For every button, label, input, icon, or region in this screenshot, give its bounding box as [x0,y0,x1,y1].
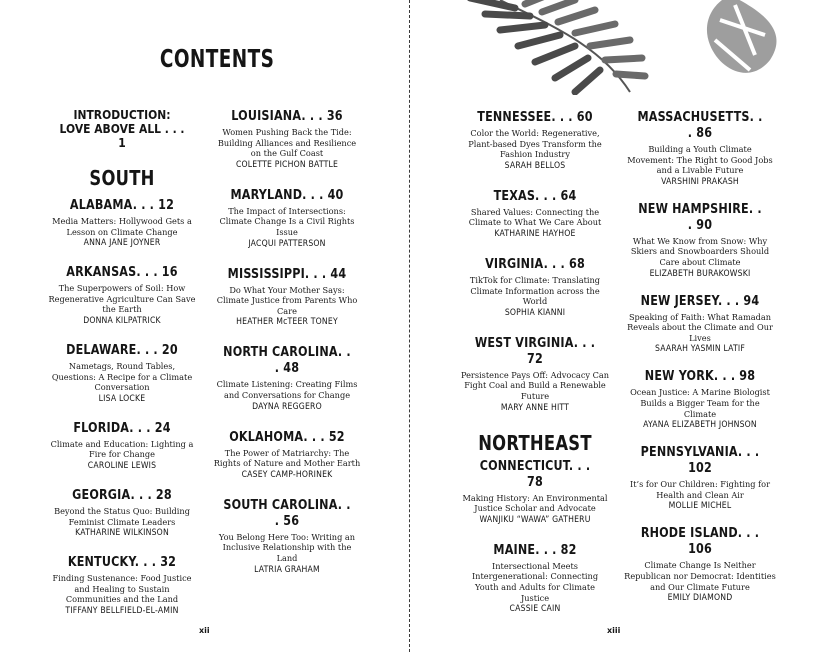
chapter-author: LATRIA GRAHAM [254,564,320,575]
toc-entry[interactable] [48,421,196,472]
chapter-title: Shared Values: Connecting the Climate to What We Care About [468,206,602,228]
toc-entry[interactable] [212,345,362,412]
chapter-title: What We Know from Snow: Why Skiers and Snowboarders Should Care about Climate [630,235,770,267]
state-heading: NEW JERSEY. . . 94 [640,293,760,309]
chapter-author: SOPHIA KIANNI [504,307,566,318]
state-heading: FLORIDA. . . 24 [73,420,171,436]
state-heading: KENTUCKY. . . 32 [67,555,177,571]
chapter-title: It’s for Our Children: Fighting for Health and Clean Air [629,479,771,500]
toc-entry[interactable] [460,336,610,414]
page-number-left: xii [199,626,210,635]
state-heading: DELAWARE. . . 20 [66,342,178,358]
toc-entry[interactable] [48,488,196,539]
toc-entry[interactable] [460,459,610,526]
chapter-title: Finding Sustenance: Food Justice and Healing to Sustain Communities and the Land [52,573,192,605]
chapter-author: SAARAH YASMIN LATIF [654,344,746,355]
toc-entry[interactable] [460,189,610,240]
chapter-author: MOLLIE MICHEL [668,501,732,512]
chapter-author: WANJIKU “WAWA” GATHERU [479,514,591,525]
chapter-title: The Superpowers of Soil: How Regenerative Agriculture Can Save the Earth [48,283,196,315]
toc-entry[interactable] [48,555,196,617]
state-heading: NEW YORK. . . 98 [644,369,756,385]
chapter-title: Speaking of Faith: What Ramadan Reveals about the Climate and Our Lives [627,311,773,343]
chapter-author: COLETTE PICHON BATTLE [235,159,339,170]
state-heading: GEORGIA. . . 28 [72,487,172,503]
state-heading: ARKANSAS. . . 16 [66,265,178,281]
introduction-label: INTRODUCTION: [73,107,171,122]
chapter-author: HEATHER McTEER TONEY [236,317,338,328]
state-heading: PENNSYLVANIA. . . 102 [640,445,760,477]
toc-entry[interactable] [624,202,776,280]
toc-entry[interactable] [212,267,362,329]
toc-entry[interactable] [48,198,196,249]
chapter-author: SARAH BELLOS [504,160,566,171]
toc-column-4 [624,110,776,618]
chapter-title: Ocean Justice: A Marine Biologist Builds a Bigger Team for the Climate [630,387,770,419]
state-heading: NORTH CAROLINA. . . 48 [223,345,351,377]
chapter-author: EMILY DIAMOND [667,593,733,604]
toc-entry[interactable] [212,109,362,171]
state-heading: CONNECTICUT. . . 78 [479,458,591,490]
chapter-author: VARSHINI PRAKASH [661,176,739,187]
toc-entry[interactable] [460,543,610,615]
chapter-author: JACQUI PATTERSON [248,238,326,249]
state-heading: MASSACHUSETTS. . . 86 [637,110,763,141]
chapter-author: CAROLINE LEWIS [87,460,157,471]
state-heading: NEW HAMPSHIRE. . . 90 [638,201,762,233]
chapter-author: MARY ANNE HITT [500,402,570,413]
chapter-title: Persistence Pays Off: Advocacy Can Fight Coal and Build a Renewable Future [460,369,610,401]
chapter-title: Women Pushing Back the Tide: Building Alliances and Resilience on the Gulf Coast [217,127,357,159]
toc-entry[interactable] [460,110,610,172]
chapter-author: LISA LOCKE [98,393,146,404]
state-heading: TEXAS. . . 64 [493,188,577,204]
toc-entry[interactable] [48,265,196,327]
page-fold-divider [409,0,410,652]
toc-entry[interactable] [624,445,776,512]
state-heading: ALABAMA. . . 12 [69,198,175,213]
chapter-title: Climate and Education: Lighting a Fire for Change [50,438,194,460]
state-heading: MISSISSIPPI. . . 44 [227,266,347,282]
state-heading: RHODE ISLAND. . . 106 [640,526,760,558]
toc-column-2 [212,109,362,593]
chapter-author: ANNA JANE JOYNER [83,238,161,249]
state-heading: MAINE. . . 82 [493,542,577,558]
toc-entry[interactable] [48,343,196,405]
toc-entry[interactable] [212,498,362,576]
toc-entry[interactable] [624,369,776,431]
chapter-title: The Impact of Intersections: Climate Change Is a Civil Rights Issue [219,205,355,237]
chapter-title: TikTok for Climate: Translating Climate Information across the World [469,274,601,307]
chapter-title: Climate Change Is Neither Republican nor Democrat: Identities and Our Climate Future [624,560,776,592]
toc-entry[interactable] [624,526,776,604]
chapter-title: Nametags, Round Tables, Questions: A Recipe for a Climate Conversation [51,360,193,393]
chapter-title: The Power of Matriarchy: The Rights of Nature and Mother Earth [213,447,361,469]
contents-title: CONTENTS [159,44,275,73]
state-heading: VIRGINIA. . . 68 [485,256,585,272]
chapter-title: Beyond the Status Quo: Building Feminist Climate Leaders [54,505,190,527]
toc-entry[interactable] [212,188,362,250]
palm-leaf-illustration [430,0,818,95]
chapter-author: CASEY CAMP-HORINEK [241,469,333,480]
chapter-title: Making History: An Environmental Justice Scholar and Advocate [462,492,608,514]
page-number-right: xiii [607,626,621,635]
toc-entry[interactable] [624,294,776,356]
chapter-title: Climate Listening: Creating Films and Conversations for Change [216,379,358,400]
toc-column-3 [460,110,610,632]
introduction-page: LOVE ABOVE ALL . . . 1 [59,121,185,150]
state-heading: MARYLAND. . . 40 [230,187,344,203]
toc-column-1 [48,108,196,633]
chapter-author: DAYNA REGGERO [252,401,322,412]
fern-frond-icon [470,0,645,92]
chapter-author: AYANA ELIZABETH JOHNSON [643,420,757,431]
state-heading: SOUTH CAROLINA. . . 56 [223,497,351,529]
monstera-leaf-icon [707,0,777,73]
toc-entry[interactable] [212,430,362,481]
chapter-title: Media Matters: Hollywood Gets a Lesson on Climate Change [52,216,192,237]
chapter-author: ELIZABETH BURAKOWSKI [649,268,751,279]
toc-entry[interactable] [624,110,776,188]
chapter-title: You Belong Here Too: Writing an Inclusive Relationship with the Land [218,531,356,563]
state-heading: WEST VIRGINIA. . . 72 [474,335,596,367]
state-heading: LOUISIANA. . . 36 [231,109,343,124]
state-heading: OKLAHOMA. . . 52 [229,429,345,445]
chapter-author: KATHARINE WILKINSON [75,528,169,539]
chapter-author: KATHARINE HAYHOE [494,228,576,239]
introduction-entry[interactable] [58,108,185,150]
chapter-author: CASSIE CAIN [509,604,561,615]
chapter-title: Building a Youth Climate Movement: The Right to Good Jobs and a Livable Future [627,144,773,176]
chapter-author: DONNA KILPATRICK [83,315,161,326]
region-heading-northeast: NORTHEAST [478,430,592,455]
chapter-title: Intersectional Meets Intergenerational: Connecting Youth and Adults for Climate Justice [471,560,599,603]
state-heading: TENNESSEE. . . 60 [477,110,593,125]
region-heading-south: SOUTH [89,166,155,190]
chapter-title: Color the World: Regenerative, Plant-based Dyes Transform the Fashion Industry [468,128,602,160]
chapter-author: TIFFANY BELLFIELD-EL-AMIN [65,605,179,616]
toc-entry[interactable] [460,257,610,319]
chapter-title: Do What Your Mother Says: Climate Justice from Parents Who Care [216,284,358,316]
